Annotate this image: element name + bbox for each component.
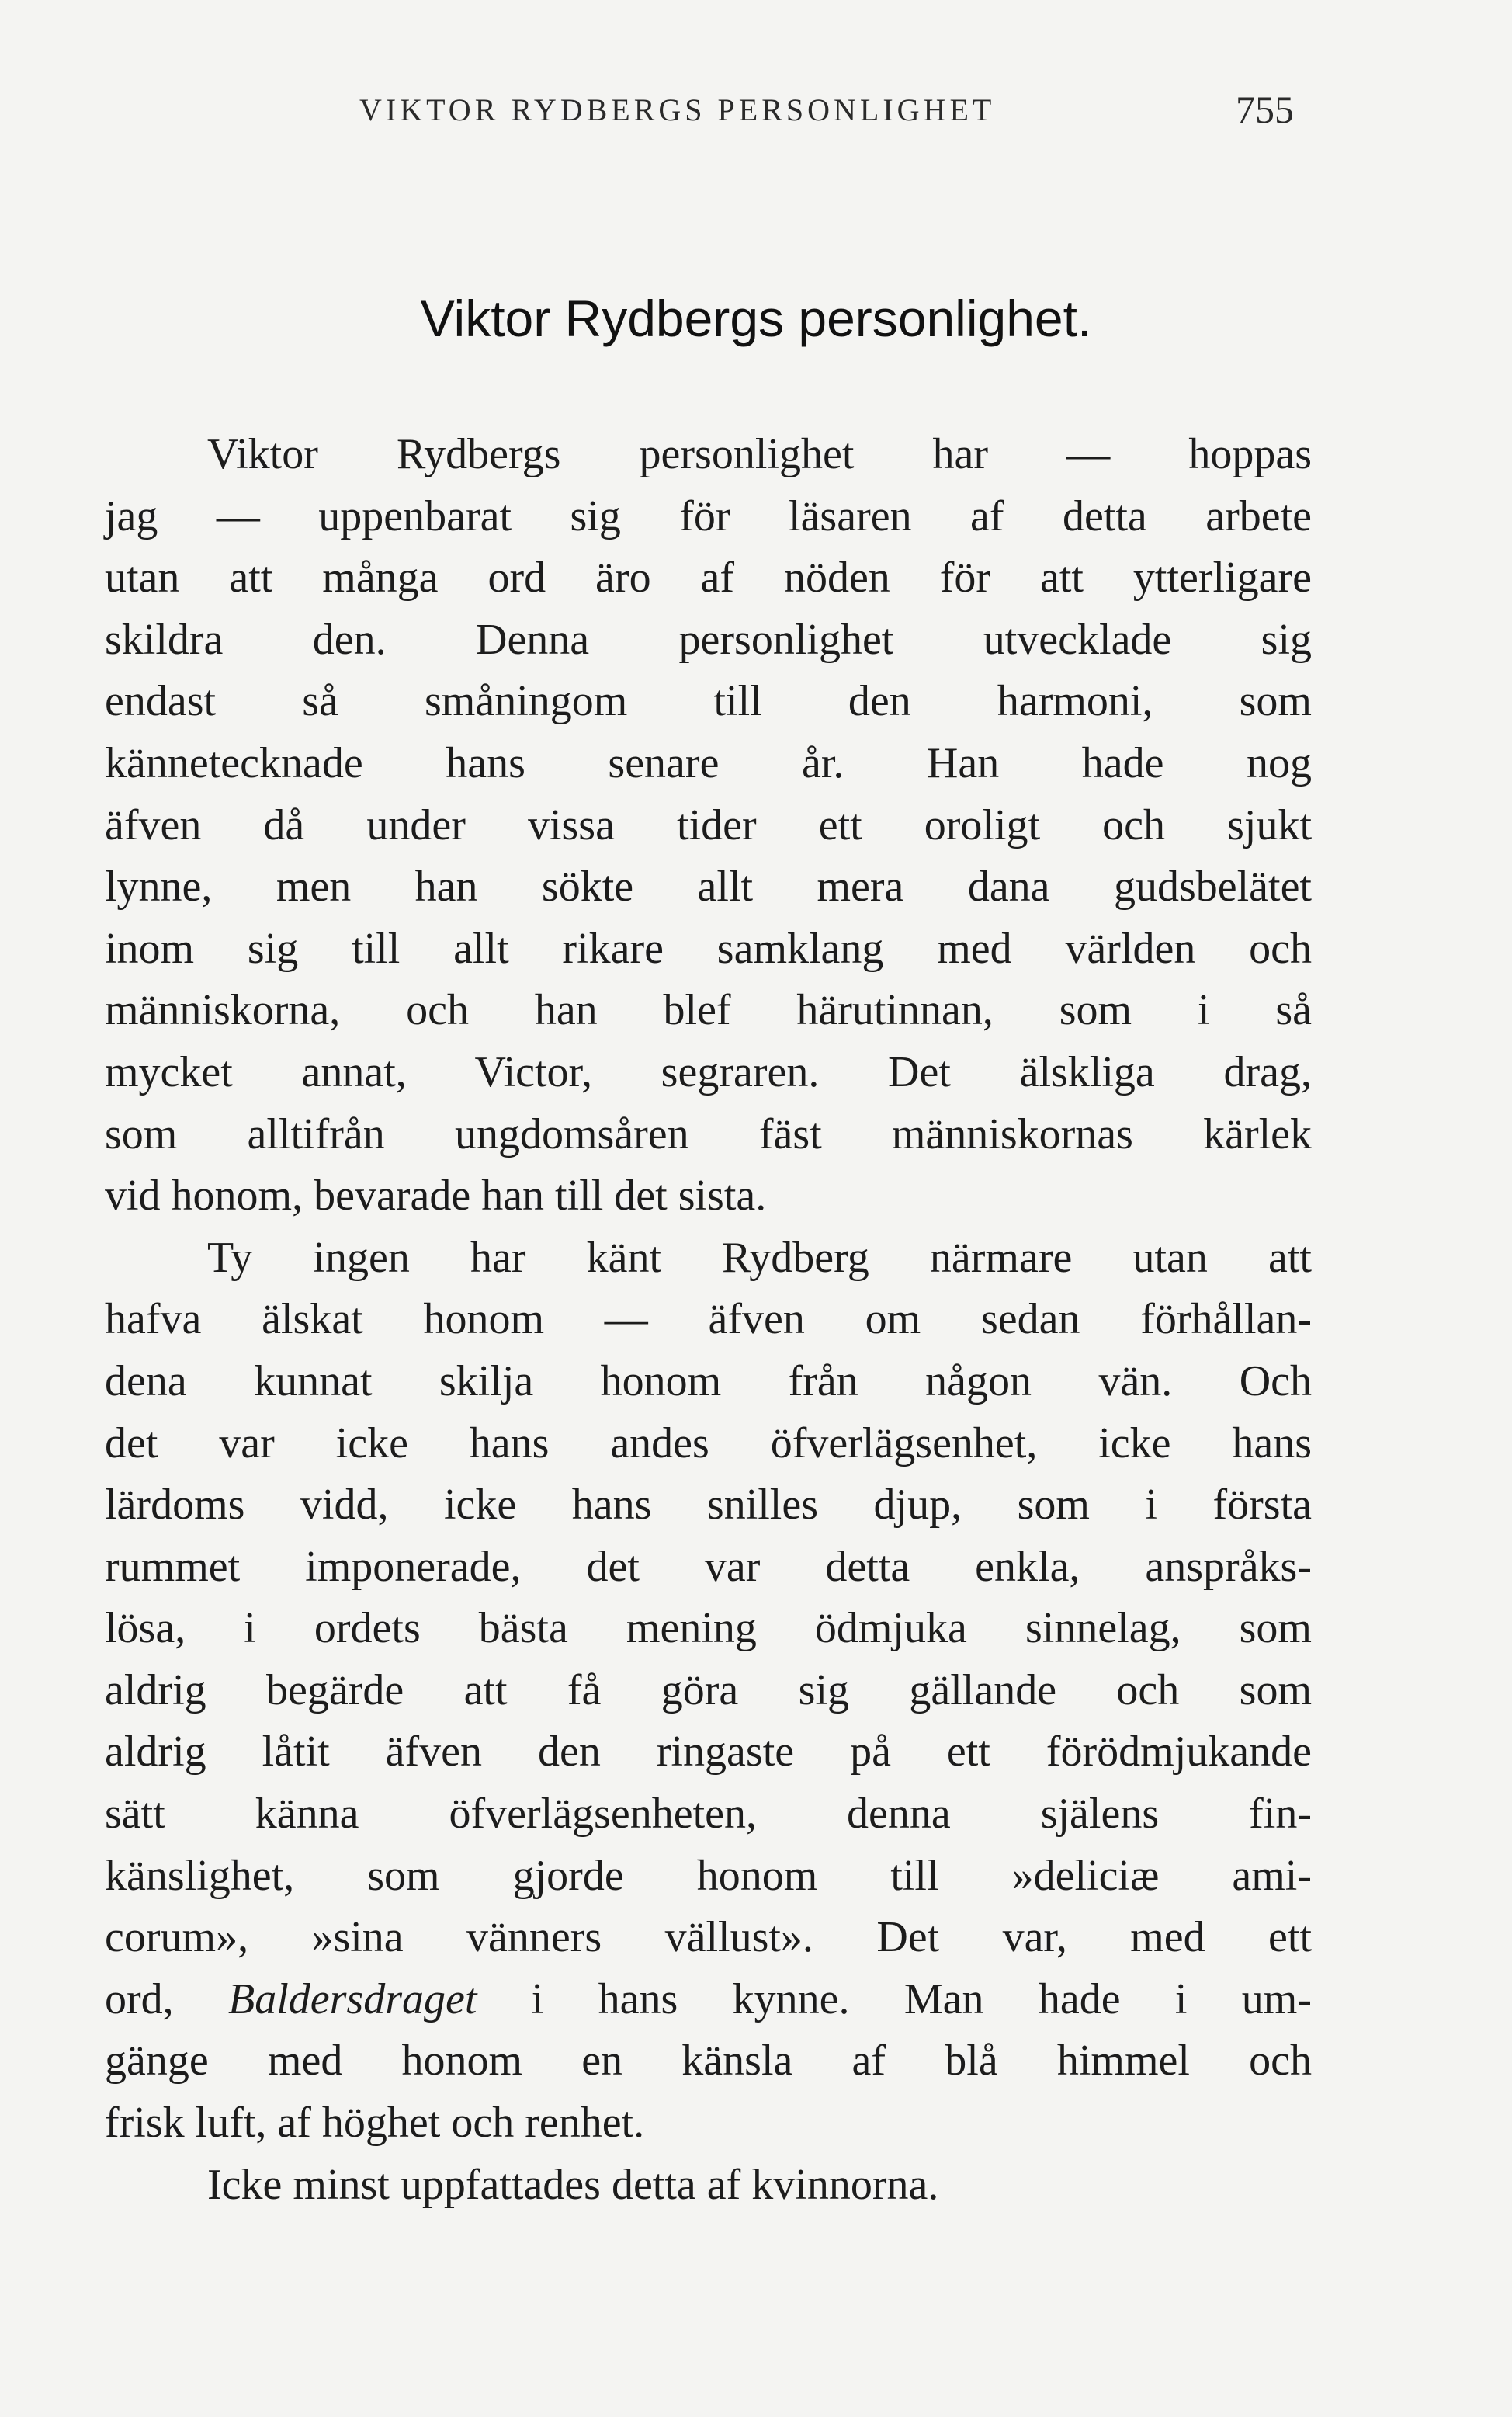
chapter-heading: Viktor Rydbergs personlighet. bbox=[420, 290, 1092, 347]
text-line: skildra den. Denna personlighet utvecklade sig bbox=[105, 615, 1312, 664]
running-title: VIKTOR RYDBERGS PERSONLIGHET bbox=[359, 92, 996, 127]
text-line: Icke minst uppfattades detta af kvinnorna. bbox=[207, 2160, 939, 2209]
page-number: 755 bbox=[1236, 88, 1294, 131]
text-line: jag — uppenbarat sig för läsaren af detta arbete bbox=[105, 491, 1312, 540]
text-line: vid honom, bevarade han till det sista. bbox=[105, 1172, 767, 1221]
text-line: känslighet, som gjorde honom till »deliciæ ami- bbox=[105, 1851, 1312, 1900]
text-line: Viktor Rydbergs personlighet har — hoppas bbox=[207, 430, 1312, 478]
text-line: lärdoms vidd, icke hans snilles djup, som i första bbox=[105, 1481, 1312, 1530]
text-line: endast så småningom till den harmoni, som bbox=[105, 677, 1312, 726]
text-line: dena kunnat skilja honom från någon vän. Och bbox=[105, 1356, 1312, 1405]
text-line: rummet imponerade, det var detta enkla, anspråks- bbox=[105, 1542, 1312, 1591]
text-line: mycket annat, Victor, segraren. Det älskliga drag, bbox=[105, 1047, 1312, 1096]
text-line: människorna, och han blef härutinnan, som i så bbox=[105, 986, 1312, 1035]
text-line: det var icke hans andes öfverlägsenhet, icke hans bbox=[105, 1419, 1312, 1467]
text-line: kännetecknade hans senare år. Han hade nog bbox=[105, 738, 1312, 787]
italic-term: Baldersdraget bbox=[228, 1974, 477, 2023]
text-line bbox=[105, 1969, 1312, 2031]
text-line: hafva älskat honom — äfven om sedan förhållan- bbox=[105, 1295, 1312, 1344]
text-line: äfven då under vissa tider ett oroligt och sjukt bbox=[105, 800, 1312, 849]
body-text bbox=[105, 424, 1312, 2216]
running-head bbox=[0, 87, 1512, 141]
text-line: utan att många ord äro af nöden för att ytterligare bbox=[105, 554, 1312, 603]
text-line: aldrig begärde att få göra sig gällande och som bbox=[105, 1665, 1312, 1714]
text-line: lynne, men han sökte allt mera dana gudsbelätet bbox=[105, 863, 1312, 912]
text-line: sätt känna öfverlägsenheten, denna själens fin- bbox=[105, 1790, 1312, 1839]
text-line: corum», »sina vänners vällust». Det var, med ett bbox=[105, 1913, 1312, 1962]
text-line: aldrig låtit äfven den ringaste på ett förödmjukande bbox=[105, 1728, 1312, 1776]
text-segment: ord, bbox=[105, 1974, 228, 2023]
text-line: som alltifrån ungdomsåren fäst människornas kärlek bbox=[105, 1110, 1312, 1158]
text-segment: i hans kynne. Man hade i um- bbox=[477, 1974, 1313, 2023]
text-line: Ty ingen har känt Rydberg närmare utan att bbox=[207, 1233, 1312, 1282]
text-line: lösa, i ordets bästa mening ödmjuka sinnelag, som bbox=[105, 1604, 1312, 1653]
text-line: gänge med honom en känsla af blå himmel och bbox=[105, 2037, 1312, 2085]
text-line: inom sig till allt rikare samklang med världen och bbox=[105, 924, 1312, 973]
text-line: frisk luft, af höghet och renhet. bbox=[105, 2099, 645, 2148]
